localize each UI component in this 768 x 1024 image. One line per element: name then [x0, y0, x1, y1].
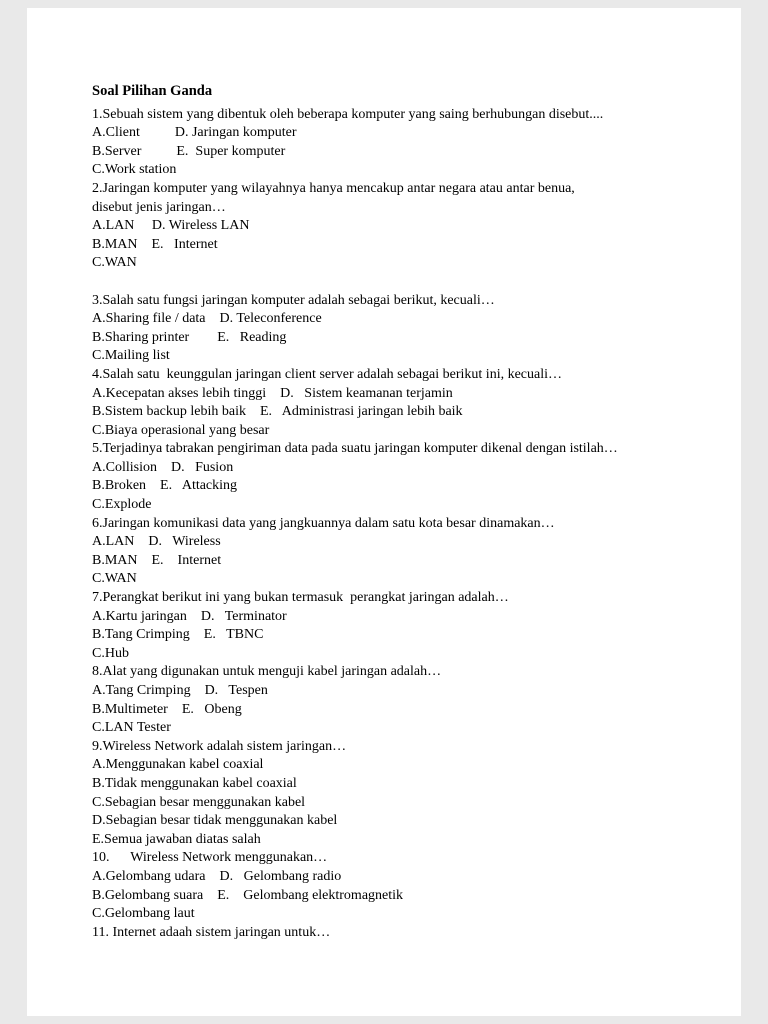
document-line: A.Menggunakan kabel coaxial [92, 757, 264, 773]
document-line: C.WAN [92, 571, 137, 587]
document-line: 2.Jaringan komputer yang wilayahnya hanya mencakup antar negara atau antar benua, [92, 180, 575, 196]
document-line: C.Mailing list [92, 348, 170, 364]
document-line: disebut jenis jaringan… [92, 199, 226, 215]
document-line: C.Sebagian besar menggunakan kabel [92, 794, 306, 810]
document-line: 8.Alat yang digunakan untuk menguji kabel jaringan adalah… [92, 664, 442, 680]
document-line: 6.Jaringan komunikasi data yang jangkuannya dalam satu kota besar dinamakan… [92, 515, 555, 531]
document-line: 11. Internet adaah sistem jaringan untuk… [92, 924, 331, 940]
document-line: C.Explode [92, 497, 152, 513]
document-line: 7.Perangkat berikut ini yang bukan termasuk perangkat jaringan adalah… [92, 590, 509, 606]
document-line: B.Sistem backup lebih baik E. Administrasi jaringan lebih baik [92, 404, 463, 420]
document-line: B.Tang Crimping E. TBNC [92, 627, 264, 643]
document-line: D.Sebagian besar tidak menggunakan kabel [92, 813, 338, 829]
document-heading: Soal Pilihan Ganda [92, 83, 213, 99]
document-line: C.Gelombang laut [92, 906, 195, 922]
document-line: A.Collision D. Fusion [92, 459, 234, 475]
document-line: A.LAN D. Wireless [92, 534, 221, 550]
document-page [27, 8, 741, 1016]
document-line: C.Biaya operasional yang besar [92, 422, 270, 438]
document-line: B.Server E. Super komputer [92, 143, 286, 159]
document-line: A.Tang Crimping D. Tespen [92, 683, 268, 698]
document-line: B.Broken E. Attacking [92, 478, 238, 494]
document-line: 10. Wireless Network menggunakan… [92, 850, 328, 866]
document-line: A.Client D. Jaringan komputer [92, 125, 297, 141]
document-line: 4.Salah satu keunggulan jaringan client server adalah sebagai berikut ini, kecuali… [92, 366, 563, 382]
document-line: B.Sharing printer E. Reading [92, 329, 287, 345]
document-line: B.Gelombang suara E. Gelombang elektromagnetik [92, 887, 404, 903]
document-line: B.MAN E. Internet [92, 552, 222, 568]
document-line: C.WAN [92, 255, 137, 271]
document-line: B.MAN E. Internet [92, 236, 218, 252]
document-line: E.Semua jawaban diatas salah [92, 831, 261, 847]
document-line: C.Work station [92, 162, 177, 178]
document-line: A.Kecepatan akses lebih tinggi D. Sistem keamanan terjamin [92, 385, 453, 401]
document-line: A.Kartu jaringan D. Terminator [92, 608, 287, 624]
document-line: A.Gelombang udara D. Gelombang radio [92, 868, 342, 884]
document-line: C.LAN Tester [92, 720, 171, 736]
document-line: A.Sharing file / data D. Teleconference [92, 311, 322, 327]
document-line: 1.Sebuah sistem yang dibentuk oleh beberapa komputer yang saing berhubungan disebut.... [92, 106, 604, 122]
document-line: B.Multimeter E. Obeng [92, 701, 242, 717]
document-blank-line [92, 273, 711, 292]
document-line: B.Tidak menggunakan kabel coaxial [92, 775, 297, 791]
document-line: 5.Terjadinya tabrakan pengiriman data pada suatu jaringan komputer dikenal dengan istilah… [92, 441, 618, 457]
document-line: A.LAN D. Wireless LAN [92, 218, 250, 234]
document-line: C.Hub [92, 645, 129, 661]
document-line: 9.Wireless Network adalah sistem jaringan… [92, 738, 347, 754]
document-line: 3.Salah satu fungsi jaringan komputer adalah sebagai berikut, kecuali… [92, 292, 495, 308]
